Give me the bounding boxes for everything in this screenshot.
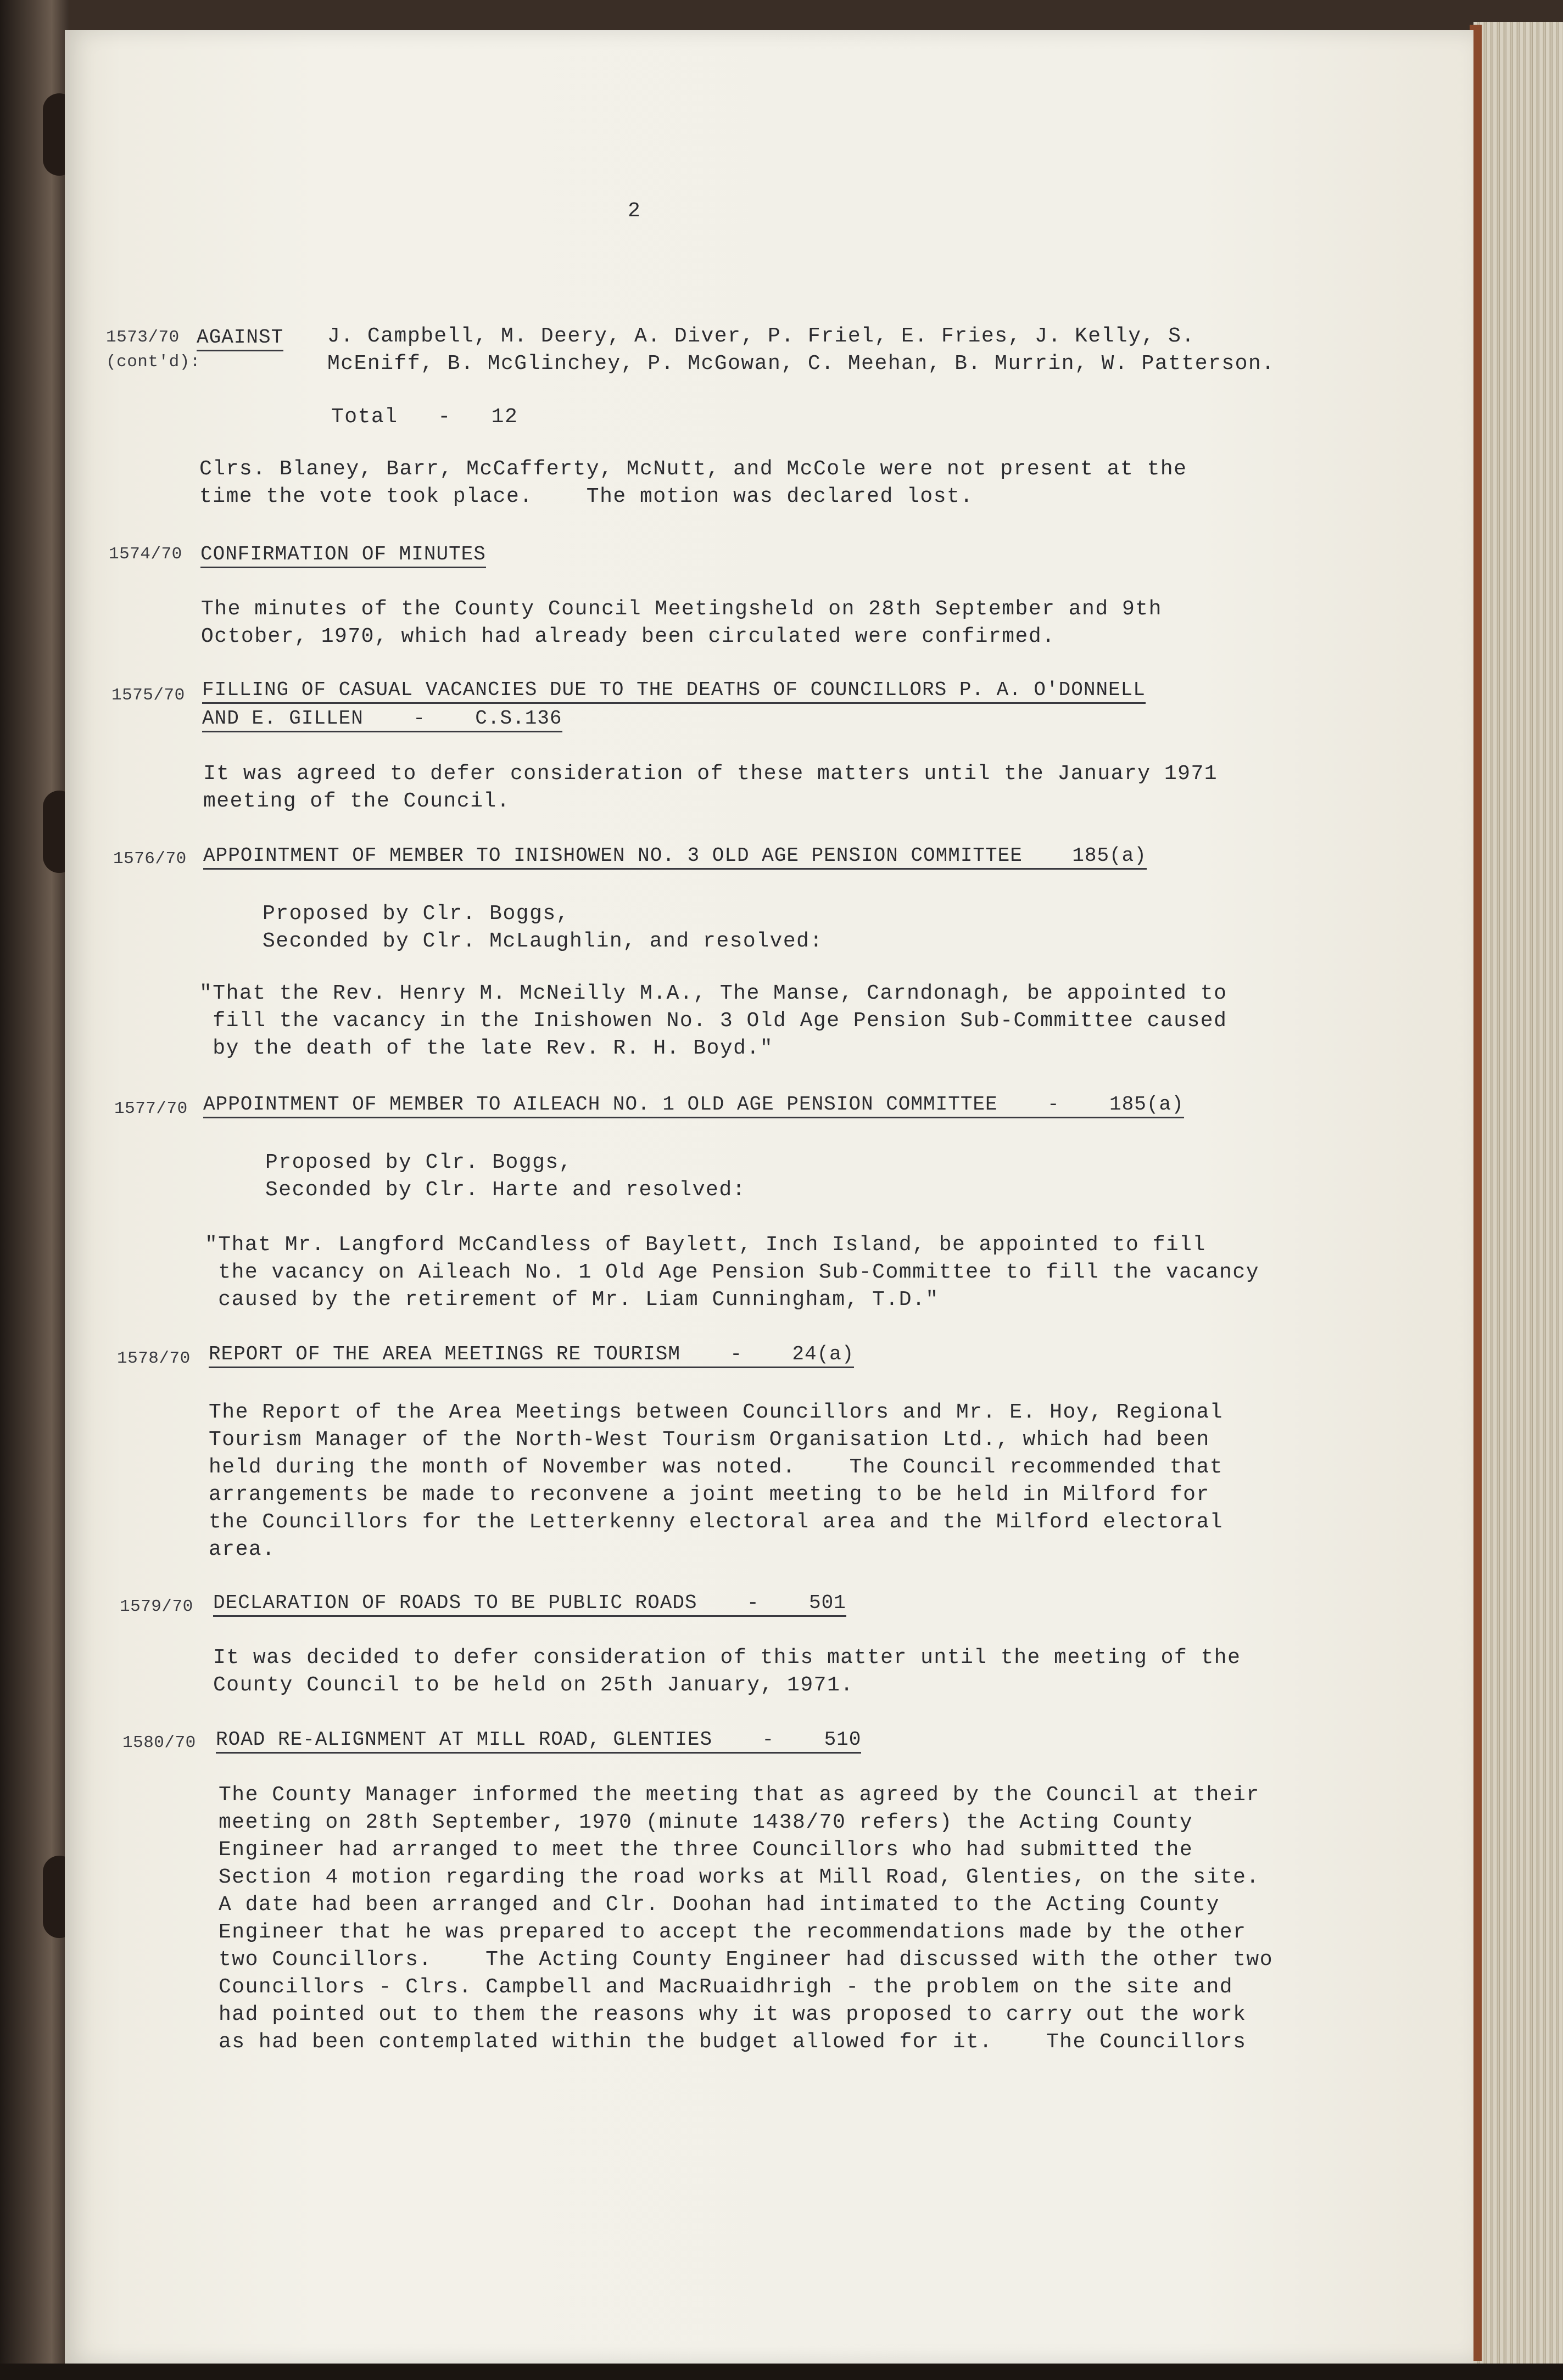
paragraph-line: A date had been arranged and Clr. Doohan had intimated to the Acting County <box>219 1893 1220 1917</box>
section-heading: APPOINTMENT OF MEMBER TO AILEACH NO. 1 OLD AGE PENSION COMMITTEE - 185(a) <box>203 1093 1184 1117</box>
seconded-line: Seconded by Clr. McLaughlin, and resolved: <box>263 929 823 953</box>
minute-number: 1580/70 <box>122 1733 196 1752</box>
paragraph-line: It was decided to defer consideration of this matter until the meeting of the <box>213 1646 1241 1670</box>
paragraph-line: area. <box>209 1538 276 1561</box>
section-heading: FILLING OF CASUAL VACANCIES DUE TO THE DEATHS OF COUNCILLORS P. A. O'DONNELL <box>202 678 1146 702</box>
paragraph-line: Engineer had arranged to meet the three Councillors who had submitted the <box>219 1838 1193 1862</box>
minute-number: 1574/70 <box>109 545 182 564</box>
paragraph-line: meeting of the Council. <box>203 789 510 813</box>
total-line: Total - 12 <box>331 405 518 429</box>
minute-contd: (cont'd): <box>106 352 200 372</box>
resolution-line: "That Mr. Langford McCandless of Baylett, Inch Island, be appointed to fill <box>205 1233 1206 1257</box>
resolution-line: by the death of the late Rev. R. H. Boyd." <box>199 1037 774 1060</box>
section-heading: AND E. GILLEN - C.S.136 <box>202 707 562 731</box>
paragraph-line: arrangements be made to reconvene a joint meeting to be held in Milford for <box>209 1483 1210 1507</box>
paragraph-line: The Report of the Area Meetings between Councillors and Mr. E. Hoy, Regional <box>209 1401 1224 1424</box>
scan-bottom-edge <box>0 2364 1563 2380</box>
minute-number: 1578/70 <box>117 1349 191 1368</box>
paragraph-line: two Councillors. The Acting County Engineer had discussed with the other two <box>219 1948 1273 1972</box>
minute-number: 1575/70 <box>111 686 185 705</box>
paragraph-line: time the vote took place. The motion was declared lost. <box>199 485 974 508</box>
paragraph-line: The minutes of the County Council Meetingsheld on 28th September and 9th <box>201 597 1162 621</box>
names-line: McEniff, B. McGlinchey, P. McGowan, C. Meehan, B. Murrin, W. Patterson. <box>327 352 1275 376</box>
resolution-line: fill the vacancy in the Inishowen No. 3 Old Age Pension Sub-Committee caused <box>199 1009 1227 1033</box>
section-heading: ROAD RE-ALIGNMENT AT MILL ROAD, GLENTIES - 510 <box>216 1728 861 1752</box>
section-heading: CONFIRMATION OF MINUTES <box>200 542 486 567</box>
paragraph-line: Tourism Manager of the North-West Tourism Organisation Ltd., which had been <box>209 1428 1210 1452</box>
section-heading: DECLARATION OF ROADS TO BE PUBLIC ROADS - 501 <box>213 1591 846 1615</box>
resolution-line: caused by the retirement of Mr. Liam Cunningham, T.D." <box>205 1288 939 1312</box>
paragraph-line: Clrs. Blaney, Barr, McCafferty, McNutt, and McCole were not present at the <box>199 457 1187 481</box>
paragraph-line: the Councillors for the Letterkenny electoral area and the Milford electoral <box>209 1510 1224 1534</box>
section-heading: AGAINST <box>197 326 283 350</box>
paragraph-line: as had been contemplated within the budget allowed for it. The Councillors <box>219 2030 1247 2054</box>
section-heading: APPOINTMENT OF MEMBER TO INISHOWEN NO. 3 OLD AGE PENSION COMMITTEE 185(a) <box>203 844 1147 868</box>
page-number: 2 <box>628 199 641 223</box>
scan-top-edge <box>0 0 1563 30</box>
page-stack-edges <box>1473 22 1563 2364</box>
paragraph-line: held during the month of November was noted. The Council recommended that <box>209 1455 1224 1479</box>
proposed-line: Proposed by Clr. Boggs, <box>263 902 570 926</box>
binding-left <box>0 0 69 2380</box>
paragraph-line: The County Manager informed the meeting that as agreed by the Council at their <box>219 1783 1260 1807</box>
paragraph-line: meeting on 28th September, 1970 (minute 1438/70 refers) the Acting County <box>219 1811 1193 1834</box>
paragraph-line: Councillors - Clrs. Campbell and MacRuaidhrigh - the problem on the site and <box>219 1975 1233 1999</box>
paragraph-line: had pointed out to them the reasons why it was proposed to carry out the work <box>219 2003 1247 2026</box>
paragraph-line: October, 1970, which had already been circulated were confirmed. <box>201 625 1056 648</box>
minute-number: 1579/70 <box>120 1597 193 1616</box>
minute-number: 1577/70 <box>114 1099 188 1118</box>
paragraph-line: County Council to be held on 25th January, 1971. <box>213 1673 854 1697</box>
paragraph-line: It was agreed to defer consideration of these matters until the January 1971 <box>203 762 1218 786</box>
proposed-line: Proposed by Clr. Boggs, <box>265 1151 572 1174</box>
section-heading: REPORT OF THE AREA MEETINGS RE TOURISM - 24(a) <box>209 1342 854 1367</box>
paragraph-line: Section 4 motion regarding the road works at Mill Road, Glenties, on the site. <box>219 1866 1260 1889</box>
paragraph-line: Engineer that he was prepared to accept the recommendations made by the other <box>219 1920 1247 1944</box>
resolution-line: "That the Rev. Henry M. McNeilly M.A., The Manse, Carndonagh, be appointed to <box>199 982 1227 1005</box>
names-line: J. Campbell, M. Deery, A. Diver, P. Friel, E. Fries, J. Kelly, S. <box>327 324 1195 348</box>
resolution-line: the vacancy on Aileach No. 1 Old Age Pension Sub-Committee to fill the vacancy <box>205 1261 1259 1284</box>
minute-number: 1573/70 <box>106 328 180 347</box>
minute-number: 1576/70 <box>113 849 187 869</box>
seconded-line: Seconded by Clr. Harte and resolved: <box>265 1178 746 1202</box>
document-page <box>65 30 1473 2364</box>
